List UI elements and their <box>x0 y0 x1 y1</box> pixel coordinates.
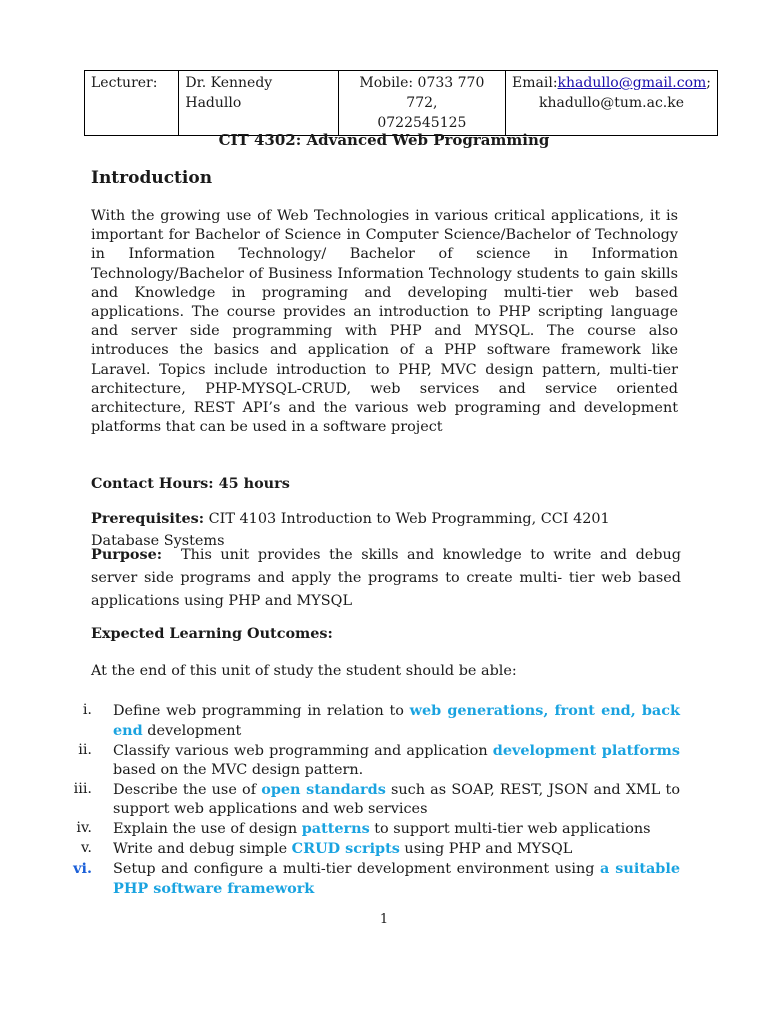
item-highlight: development platforms <box>492 742 680 759</box>
item-text: using PHP and MYSQL <box>399 841 573 857</box>
outcomes-intro: At the end of this unit of study the student should be able: <box>91 663 517 679</box>
introduction-heading: Introduction <box>91 168 213 188</box>
list-item <box>60 859 680 899</box>
table-row <box>85 71 718 136</box>
list-item <box>60 701 680 741</box>
item-text: Explain the use of design <box>113 821 302 837</box>
prerequisites-label: Prerequisites: <box>91 510 205 527</box>
item-text: Setup and configure a multi-tier development environment using <box>113 861 600 877</box>
item-text: such as SOAP, REST, JSON and XML to support web applications and web services <box>113 782 680 817</box>
item-highlight: patterns <box>301 820 370 837</box>
list-item <box>60 839 680 859</box>
item-text: development <box>142 723 242 739</box>
mobile-line-1: Mobile: 0733 770 772, <box>359 75 485 111</box>
contact-hours: Contact Hours: 45 hours <box>91 475 290 492</box>
item-text: Write and debug simple <box>113 841 292 857</box>
lecturer-name: Dr. Kennedy Hadullo <box>179 71 338 136</box>
email-cell <box>506 71 718 136</box>
item-highlight: open standards <box>261 781 386 798</box>
purpose-label: Purpose: <box>91 546 163 563</box>
outcomes-heading: Expected Learning Outcomes: <box>91 625 333 642</box>
course-title: CIT 4302: Advanced Web Programming <box>218 131 550 149</box>
prerequisites-text: CIT 4103 Introduction to Web Programming, CCI 4201 Database Systems <box>91 511 610 549</box>
purpose-text: This unit provides the skills and knowledge to write and debug server side programs and apply the programs to create multi- tier web based applications using PHP and MYSQL <box>91 547 681 609</box>
introduction-paragraph: With the growing use of Web Technologies in various critical applications, it is important for Bachelor of Science in Computer Science/Bachelor of Technology in Information Technology/ Bachelor of science in Information Technology/Bachelor of Business Information Technology students to gain skills and Knowledge in programing and developing multi-tier web based applications. The course provides an introduction to PHP scripting language and server side programming with PHP and MYSQL. The course also introduces the basics and application of a PHP software framework like Laravel. Topics include introduction to PHP, MVC design pattern, multi-tier architecture, PHP-MYSQL-CRUD, web services and service oriented architecture, REST API’s and the various web programing and development platforms that can be used in a software project <box>91 208 678 436</box>
item-text: Define web programming in relation to <box>113 703 410 719</box>
email-link[interactable]: khadullo@gmail.com <box>557 75 707 91</box>
lecturer-info-table <box>84 70 718 136</box>
email-separator: ; <box>706 75 711 91</box>
item-text: to support multi-tier web applications <box>369 821 651 837</box>
item-number: iv. <box>76 820 92 836</box>
item-text: Describe the use of <box>113 782 262 798</box>
email-secondary: khadullo@tum.ac.ke <box>539 95 684 111</box>
item-text: Classify various web programming and application <box>113 743 493 759</box>
item-number: iii. <box>73 781 92 797</box>
list-item <box>60 780 680 819</box>
list-item <box>60 819 680 839</box>
mobile-cell <box>338 71 505 136</box>
item-number: vi. <box>73 860 92 877</box>
page-number: 1 <box>379 912 389 927</box>
item-number: ii. <box>78 742 92 758</box>
item-highlight: CRUD scripts <box>291 840 400 857</box>
learning-outcomes-list <box>60 701 680 899</box>
item-text: based on the MVC design pattern. <box>113 762 364 778</box>
mobile-line-2: 0722545125 <box>377 115 467 131</box>
purpose-paragraph <box>91 543 681 613</box>
lecturer-label: Lecturer: <box>85 71 179 136</box>
item-highlight: a suitable PHP software framework <box>113 860 680 897</box>
email-label: Email: <box>512 75 558 91</box>
item-highlight: web generations, front end, back end <box>113 702 680 739</box>
item-number: v. <box>81 840 92 856</box>
item-number: i. <box>82 702 92 718</box>
list-item <box>60 741 680 780</box>
